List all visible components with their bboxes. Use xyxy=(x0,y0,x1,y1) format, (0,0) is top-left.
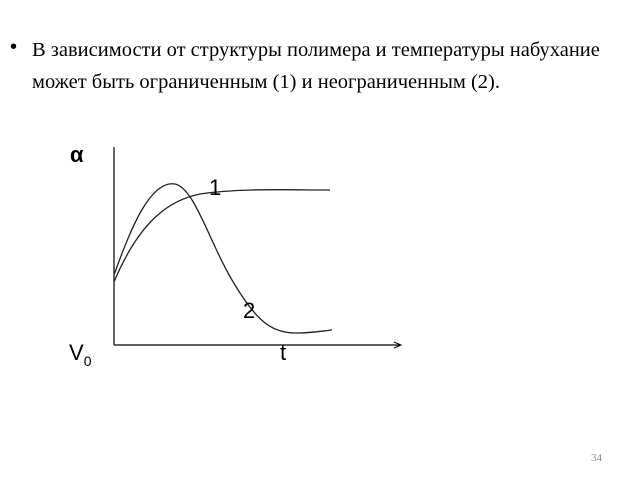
origin-label-subscript: 0 xyxy=(83,353,92,369)
origin-label xyxy=(69,340,92,369)
bullet-marker: • xyxy=(10,36,18,58)
curve-2-label: 2 xyxy=(243,298,256,323)
origin-label-main: V xyxy=(69,340,84,365)
y-axis-label: α xyxy=(70,142,84,167)
bullet-text: В зависимости от структуры полимера и температуры набухание может быть ограниченным (1) и неограниченным (2). xyxy=(32,39,600,93)
curve-unlimited-swelling xyxy=(114,184,332,333)
slide-number: 34 xyxy=(591,452,602,464)
curve-1-label: 1 xyxy=(209,175,222,200)
x-axis-label: t xyxy=(280,340,287,365)
